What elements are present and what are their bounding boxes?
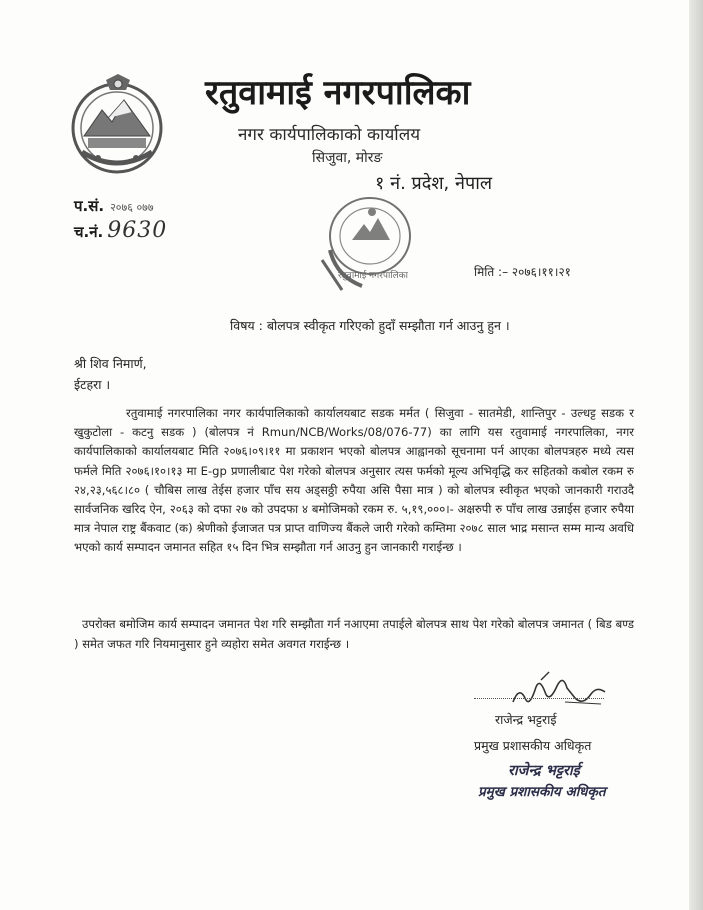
- body-paragraph-1: रतुवामाई नगरपालिका नगर कार्यपालिकाको कार्यालयबाट सडक मर्मत ( सिजुवा - सातमेडी, शान्तिपुर - उल्धट्ट सडक र खुकुटोला - कटनु सडक ) (बोलपत्र नं Rmun/NCB/Works/08/076-77) का लागि यस रतुवामाई नगरपालिका, नगर कार्यपालिकाको कार्यालयबाट मिति २०७६।०९।११ मा प्रकाशन भएको बोलपत्र आह्वानको सूचनामा पर्न आएका बोलपत्रहरु मध्ये त्यस फर्मले मिति २०७६।१०।१३ मा E-gp प्रणालीबाट पेश गरेको बोलपत्र अनुसार त्यस फर्मको मूल्य अभिवृद्धि कर सहितको कबोल रकम रु २४,२३,५६८।८० ( चौबिस लाख तेईस हजार पाँच सय अड्सठ्ठी रुपैया असि पैसा मात्र ) को बोलपत्र स्वीकृत भएको जानकारी गराउदै सार्वजनिक खरिद ऐन, २०६३ को दफा २७ को उपदफा ४ बमोजिमको रकम रु. ५,१९,०००।- अक्षरुपी रु पाँच लाख उन्नाईस हजार रुपैया मात्र नेपाल राष्ट्र बैंकवाट (क) श्रेणीको ईजाजत पत्र प्राप्त वाणिज्य बैंकले जारी गरेको कम्तिमा २०७८ साल भाद्र मसान्त सम्म मान्य अवधि भएको कार्य सम्पादन जमानत सहित १५ दिन भित्र सम्झौता गर्न आउनु हुन जानकारी गराईन्छ ।: [74, 406, 634, 555]
- body-paragraph-2: उपरोक्त बमोजिम कार्य सम्पादन जमानत पेश गरि सम्झौता गर्न नआएमा तपाईले बोलपत्र साथ पेश गरेको बोलपत्र जमानत ( बिड बण्ड ) समेत जफत गरि नियमानुसार हुने व्यहोरा समेत अवगत गराईन्छ ।: [74, 617, 634, 651]
- office-subtitle: नगर कार्यपालिकाको कार्यालय: [238, 125, 421, 145]
- patra-sankhya: [74, 196, 154, 216]
- ps-value: २०७६ ०७७: [110, 201, 154, 214]
- stamp-signatory-name: राजेन्द्र भट्टराई: [508, 763, 580, 779]
- recipient-name: श्री शिव निमार्ण,: [74, 356, 147, 371]
- seal-text: रतुवामाई नगरपालिका: [338, 271, 409, 281]
- nepal-emblem-icon: [68, 74, 166, 176]
- letter-date: मिति :– २०७६।११।२१: [474, 265, 571, 279]
- recipient-block: [74, 353, 147, 395]
- cn-label: च.नं.: [74, 223, 104, 241]
- signatory-name: राजेन्द्र भट्टराई: [495, 712, 557, 727]
- recipient-place: ईटहरा ।: [74, 377, 111, 392]
- office-address: सिजुवा, मोरङ: [312, 150, 383, 166]
- office-seal-icon: [312, 190, 420, 294]
- chalani-number: [74, 218, 167, 243]
- office-province: १ नं. प्रदेश, नेपाल: [375, 173, 493, 194]
- cn-value: 9630: [107, 218, 168, 243]
- signatory-title: प्रमुख प्रशासकीय अधिकृत: [474, 738, 592, 753]
- signature-line: [474, 698, 604, 699]
- office-name: रतुवामाई नगरपालिका: [205, 73, 471, 113]
- letter-subject: विषय : बोलपत्र स्वीकृत गरिएको हुदाँ सम्झौता गर्न आउनु हुन ।: [230, 318, 510, 333]
- stamp-signatory-title: प्रमुख प्रशासकीय अधिकृत: [478, 784, 606, 800]
- page-edge-shadow: [689, 0, 703, 910]
- handwritten-signature-icon: [505, 668, 615, 712]
- ps-label: प.सं.: [74, 197, 105, 215]
